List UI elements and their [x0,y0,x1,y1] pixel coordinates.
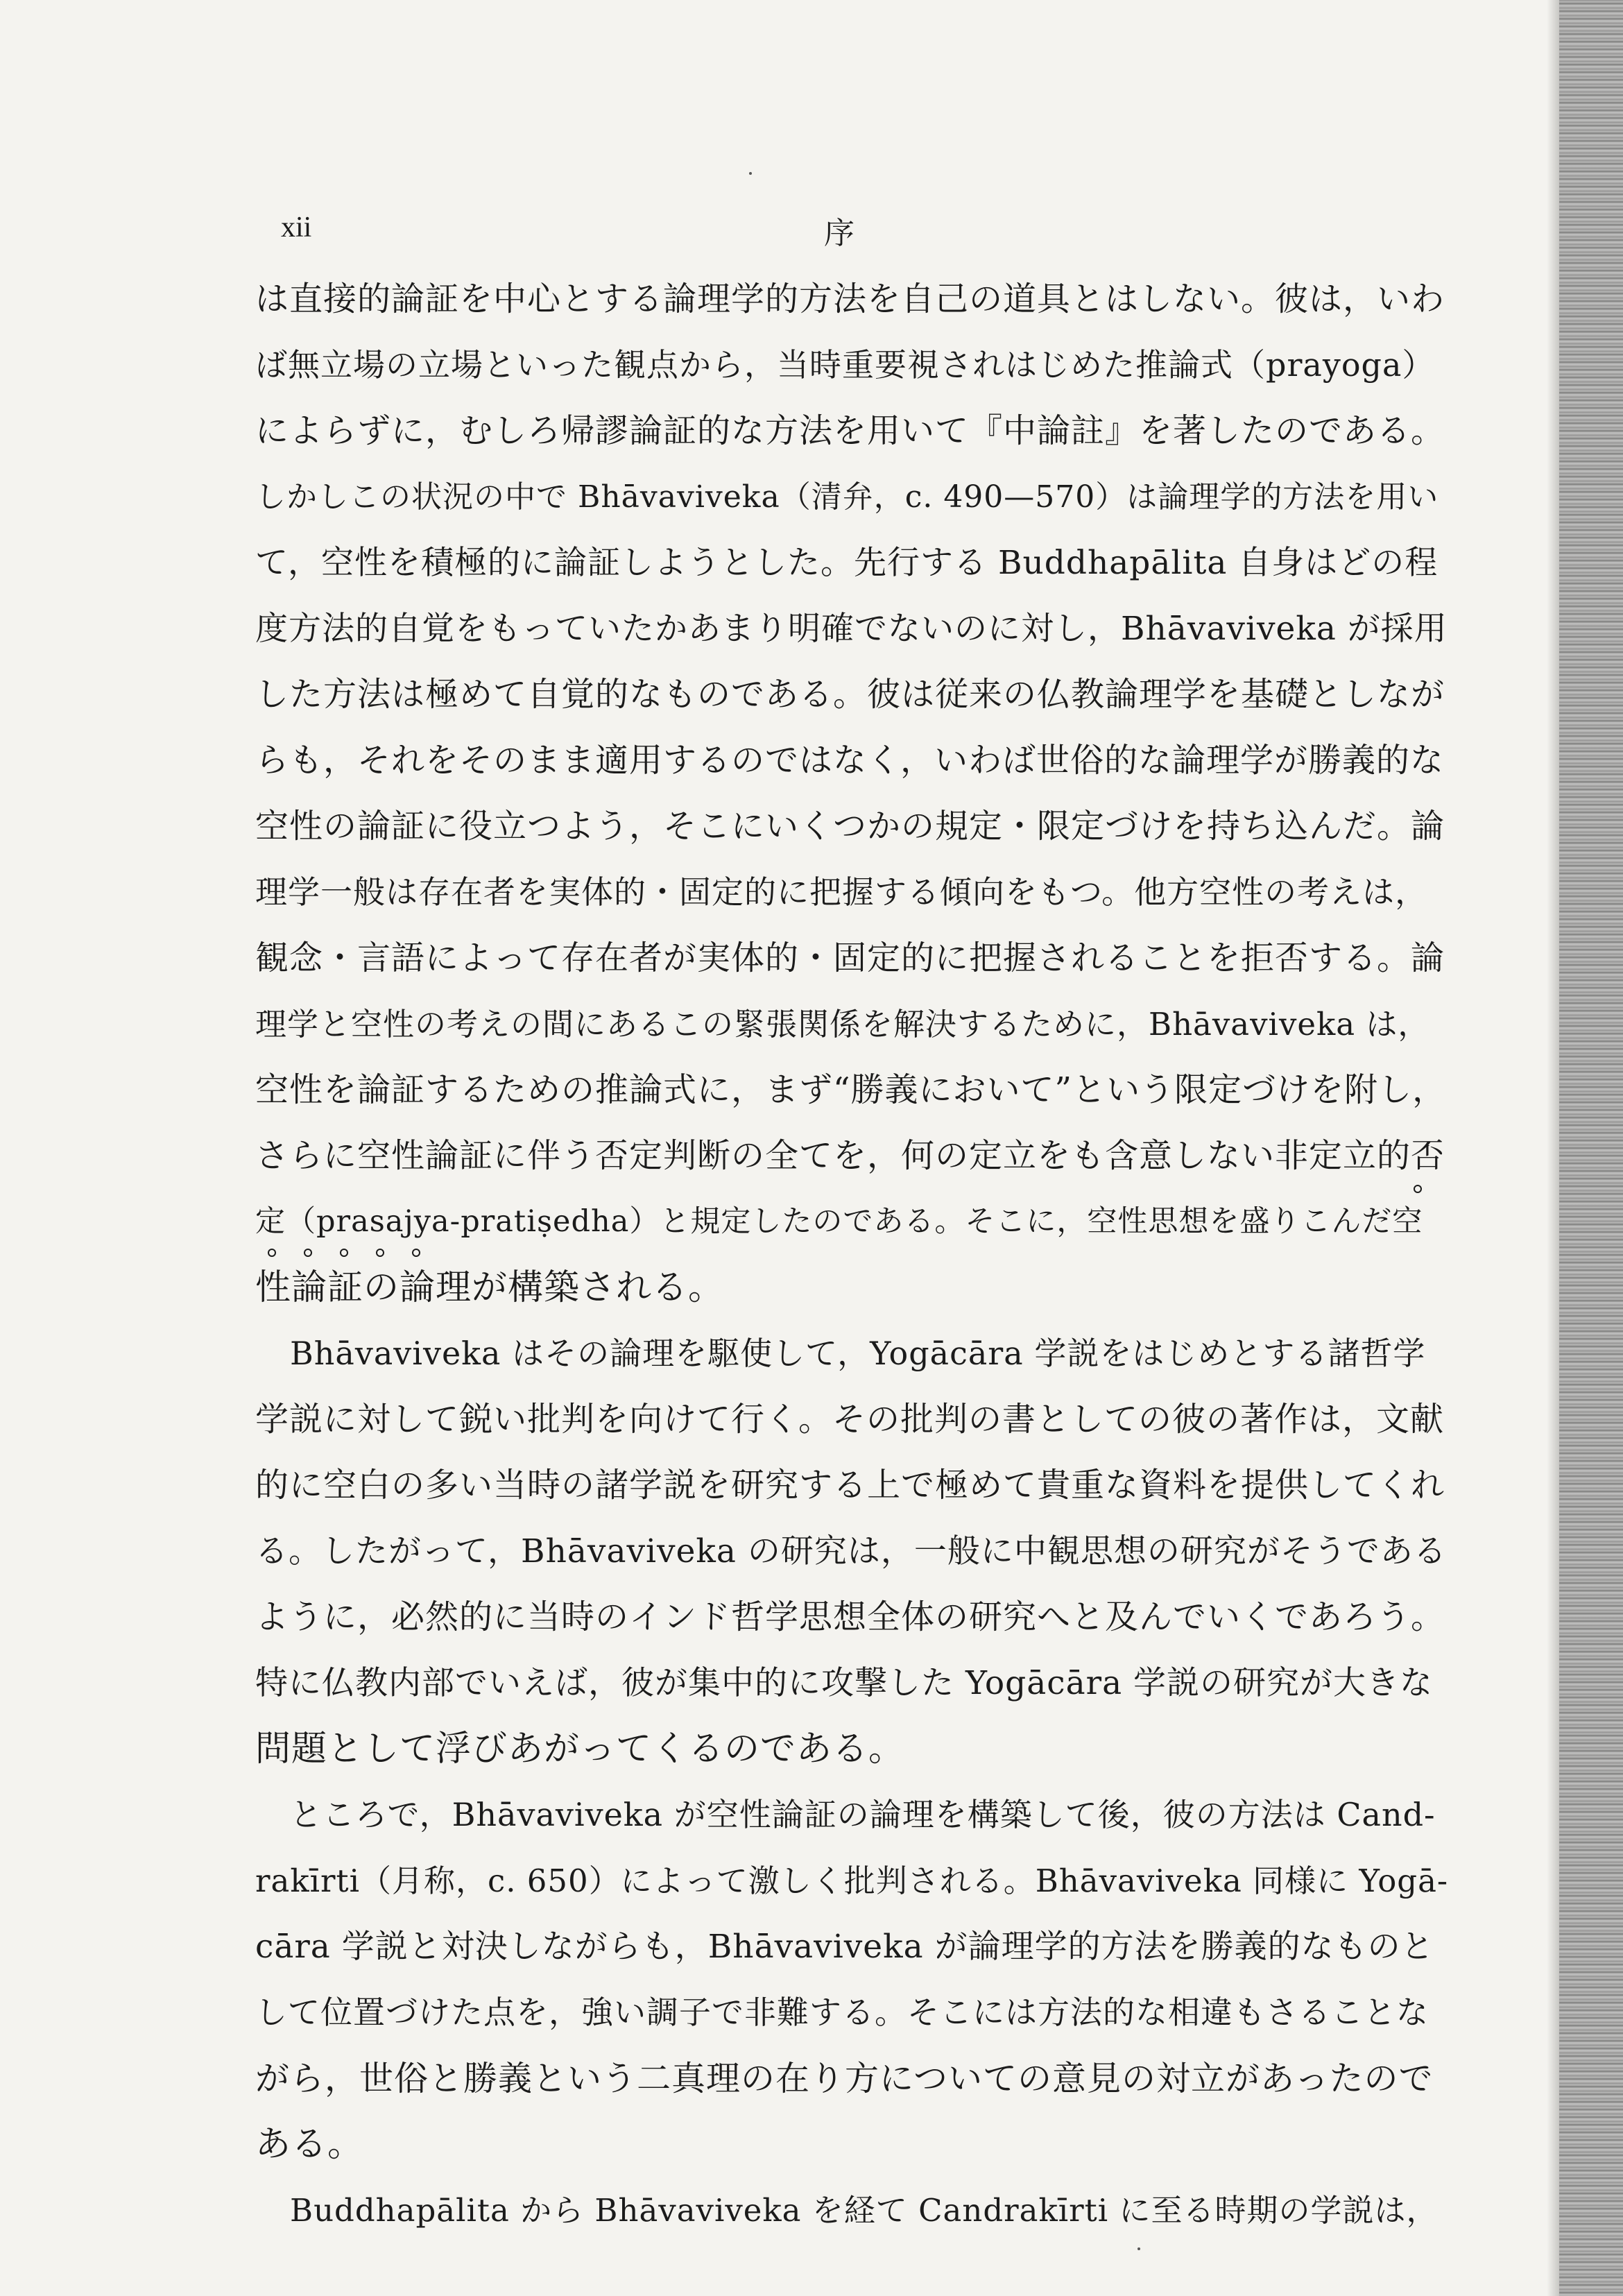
text-line: 理学と空性の考えの間にあるこの緊張関係を解決するために，Bhāvaviveka は， [255,1006,1430,1043]
text-line: rakīrti（月称，c. 650）によって激しく批判される。Bhāvaviveka 同様に Yogā- [255,1862,1449,1899]
text-line: Bhāvaviveka はその論理を駆使して，Yogācāra 学説をはじめとする諸哲学 [290,1335,1426,1372]
text-line: がら，世俗と勝義という二真理の在り方についての意見の対立があったので [255,2059,1434,2098]
text-line: 特に仏教内部でいえば，彼が集中的に攻撃した Yogācāra 学説の研究が大きな [255,1664,1434,1702]
text-line: ところで，Bhāvaviveka が空性論証の論理を構築して後，彼の方法は Cand- [290,1796,1436,1833]
emphasis-dot [340,1249,348,1257]
text-line: しかしこの状況の中で Bhāvaviveka（清弁，c. 490—570）は論理学的方法を用い [255,479,1439,515]
text-line: cāra 学説と対決しながらも，Bhāvaviveka が論理学的方法を勝義的なものと [255,1928,1434,1966]
text-line: ように，必然的に当時のインド哲学思想全体の研究へと及んでいくであろう。 [255,1597,1445,1636]
text-line: 性論証の論理が構築される。 [255,1267,725,1308]
emphasis-dot [1414,1185,1422,1193]
scan-speck [1137,2247,1140,2250]
page-number: xii [281,212,312,243]
text-line: ある。 [255,2124,364,2165]
text-line: て，空性を積極的に論証しようとした。先行する Buddhapālita 自身はどの程 [255,544,1439,582]
text-line: 学説に対して鋭い批判を向けて行く。その批判の書としての彼の著作は，文献 [255,1400,1445,1439]
text-line: して位置づけた点を，強い調子で非難する。そこには方法的な相違もさることな [255,1994,1429,2031]
text-line: は直接的論証を中心とする論理学的方法を自己の道具とはしない。彼は，いわ [255,280,1445,318]
emphasis-dots-line-15 [1408,1185,1436,1199]
emphasis-dots-line-16 [255,1249,463,1262]
text-line: 理学一般は存在者を実体的・固定的に把握する傾向をもつ。他方空性の考えは， [255,873,1428,911]
text-line: さらに空性論証に伴う否定判断の全てを，何の定立をも含意しない非定立的否 [255,1136,1445,1175]
text-line: ば無立場の立場といった観点から，当時重要視されはじめた推論式（prayoga） [255,346,1435,384]
emphasis-dot [304,1249,312,1257]
emphasis-dot [376,1249,384,1257]
text-line: によらずに，むしろ帰謬論証的な方法を用いて『中論註』を著したのである。 [255,411,1445,450]
binding-edge [1547,0,1559,2296]
binding-shadow [1559,0,1623,2296]
text-line: 空性を論証するための推論式に，まず“勝義において”という限定づけを附し， [255,1070,1447,1109]
text-line: 観念・言語によって存在者が実体的・固定的に把握されることを拒否する。論 [255,939,1445,977]
text-line: 空性の論証に役立つよう，そこにいくつかの規定・限定づけを持ち込んだ。論 [255,807,1445,846]
text-line: る。したがって，Bhāvaviveka の研究は，一般に中観思想の研究がそうである [255,1532,1447,1570]
text-line: 定（prasajya-pratiṣedha）と規定したのである。そこに，空性思想を盛りこんだ空 [255,1204,1423,1239]
scan-speck [749,172,752,175]
text-line: Buddhapālita から Bhāvaviveka を経て Candrakīrti に至る時期の学説は， [290,2192,1439,2229]
running-head [0,208,1554,250]
running-title: 序 [824,216,855,251]
text-line: 度方法的自覚をもっていたかあまり明確でないのに対し，Bhāvaviveka が採用 [255,610,1448,648]
text-line: らも，それをそのまま適用するのではなく，いわば世俗的な論理学が勝義的な [255,741,1445,780]
text-line: した方法は極めて自覚的なものである。彼は従来の仏教論理学を基礎としなが [255,675,1445,714]
emphasis-dot [268,1249,276,1257]
text-line: 的に空白の多い当時の諸学説を研究する上で極めて貴重な資料を提供してくれ [255,1466,1445,1505]
emphasis-dot [412,1249,420,1257]
text-line: 問題として浮びあがってくるのである。 [255,1729,905,1770]
